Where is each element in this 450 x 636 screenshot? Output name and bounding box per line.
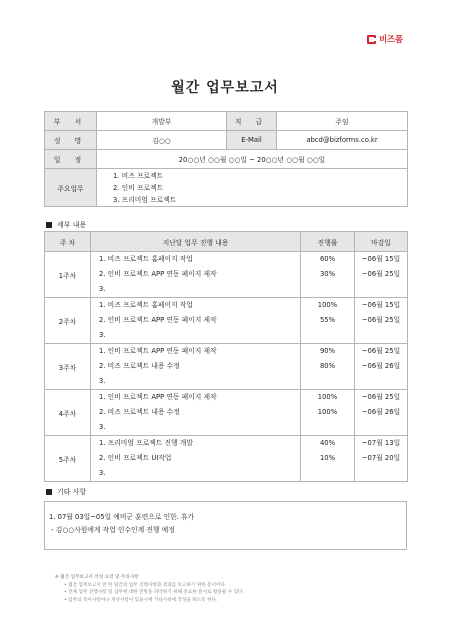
table-row [45,390,408,436]
task-cell-line: 1. 인비 프로젝트 APP 연동 페이지 제작 [99,347,217,355]
rank-value: 주임 [277,112,408,131]
detail-section-label: 세부 내용 [57,221,87,229]
table-row [45,344,408,390]
rate-cell-line [301,328,354,343]
detail-section-heading [46,220,86,230]
rate-cell [301,252,355,298]
rate-cell-line: 60% [319,255,336,263]
email-value: abcd@bizforms.co.kr [277,131,408,150]
dept-label: 부 서 [45,112,97,131]
note-item: • 전체 업무 진행사항 및 업무에 대한 전망을 파악하기 위해 중요한 문서로 활용될 수 있다. [64,590,244,595]
duties-label: 주요업무 [45,169,97,207]
due-cell-line: ~06월 25일 [361,316,401,324]
brand-logo [367,33,403,45]
rate-cell-line: 100% [317,301,338,309]
week-cell: 3주차 [45,344,91,390]
due-cell [355,436,408,482]
task-cell-line: 3. [99,423,106,431]
task-cell-line: 1. 비즈 프로젝트 홈페이지 작업 [99,255,193,263]
due-cell-line: ~06월 25일 [361,347,401,355]
due-cell-line [355,374,407,389]
task-cell-line: 1. 인비 프로젝트 APP 연동 페이지 제작 [99,393,217,401]
table-row [45,252,408,298]
etc-box [44,501,407,550]
duties-list [97,169,408,207]
duty-item: 3. 프리미엄 프로젝트 [113,195,177,204]
task-cell-line: 3. [99,469,106,477]
note-item: • 업무의 특이사항이나 개선사항이 있을시에 기타사항에 작성을 하도록 한다. [64,597,218,603]
rate-cell [301,436,355,482]
due-cell-line: ~06월 26일 [361,408,401,416]
rate-cell-line [301,374,354,389]
rate-cell [301,298,355,344]
task-cell [91,436,301,482]
square-bullet-icon [46,222,52,228]
task-cell-line: 3. [99,377,106,385]
name-value: 김○○ [97,131,227,150]
task-cell-line: 2. 인비 프로젝트 UI작업 [99,454,172,462]
table-row [45,298,408,344]
task-cell [91,252,301,298]
rate-cell-line: 40% [319,439,336,447]
name-label: 성 명 [45,131,97,150]
week-cell: 2주차 [45,298,91,344]
due-cell-line [355,420,407,435]
due-cell [355,344,408,390]
rate-cell-line: 80% [319,362,336,370]
due-cell [355,298,408,344]
due-cell-line: ~06월 15일 [361,255,401,263]
dept-value: 개발부 [97,112,227,131]
week-header: 주 차 [45,232,91,252]
task-cell [91,344,301,390]
task-cell-line: 1. 프리미엄 프로젝트 진행 개발 [99,439,193,447]
due-cell-line: ~06월 25일 [361,270,401,278]
period-value: 20○○년 ○○월 ○○일 ~ 20○○년 ○○월 ○○일 [97,150,408,169]
weekly-table [44,231,408,482]
task-cell [91,298,301,344]
notes-header: ※ 월간 업무보고서 작성 요령 및 주의사항 [55,575,139,580]
info-table [44,111,408,207]
rate-cell-line [301,282,354,297]
due-cell-line: ~06월 15일 [361,301,401,309]
rate-cell-line: 100% [317,393,338,401]
due-header: 마감일 [355,232,408,252]
email-label: E-Mail [227,131,277,150]
etc-section-label: 기타 사항 [57,488,87,496]
notes [55,574,405,604]
task-cell-line: 1. 비즈 프로젝트 홈페이지 작업 [99,301,193,309]
duty-item: 2. 인비 프로젝트 [113,183,164,192]
due-cell-line: ~06월 26일 [361,362,401,370]
task-cell-line: 3. [99,331,106,339]
document-title: 월간 업무보고서 [171,80,279,96]
rate-cell-line: 10% [319,454,336,462]
rate-cell-line: 90% [319,347,336,355]
rank-label: 직 급 [227,112,277,131]
rate-cell-line [301,420,354,435]
due-cell-line: ~06월 25일 [361,393,401,401]
logo-mark-icon [367,35,376,44]
rate-cell [301,344,355,390]
note-item: • 월간 업무보고서 란 한 달간의 업무 진행사항과 결과를 보고하기 위한 문서이다. [64,582,227,588]
etc-section-heading [46,487,86,497]
task-cell-line: 2. 인비 프로젝트 APP 연동 페이지 제작 [99,316,217,324]
rate-cell-line [301,466,354,481]
square-bullet-icon [46,489,52,495]
due-cell-line [355,466,407,481]
rate-cell-line: 30% [319,270,336,278]
task-header: 지난달 업무 진행 내용 [91,232,301,252]
week-cell: 5주차 [45,436,91,482]
duty-item: 1. 비즈 프로젝트 [113,171,164,180]
rate-cell [301,390,355,436]
due-cell [355,390,408,436]
due-cell-line: ~07월 13일 [361,439,401,447]
week-cell: 1주차 [45,252,91,298]
task-cell [91,390,301,436]
due-cell-line [355,328,407,343]
task-cell-line: 2. 비즈 프로젝트 내용 수정 [99,408,180,416]
task-cell-line: 2. 인비 프로젝트 APP 연동 페이지 제작 [99,270,217,278]
logo-text: 비즈폼 [379,35,403,45]
table-row [45,436,408,482]
task-cell-line: 3. [99,285,106,293]
week-cell: 4주차 [45,390,91,436]
rate-cell-line: 55% [319,316,336,324]
rate-header: 진행률 [301,232,355,252]
etc-line: 1. 07월 03일~05일 예비군 훈련으로 인한. 휴가 [49,513,195,521]
task-cell-line: 2. 비즈 프로젝트 내용 수정 [99,362,180,370]
etc-line: - 김○○사원에게 작업 인수인계 진행 예정 [49,526,175,534]
due-cell [355,252,408,298]
due-cell-line: ~07월 20일 [361,454,401,462]
rate-cell-line: 100% [317,408,338,416]
period-label: 일 정 [45,150,97,169]
due-cell-line [355,282,407,297]
